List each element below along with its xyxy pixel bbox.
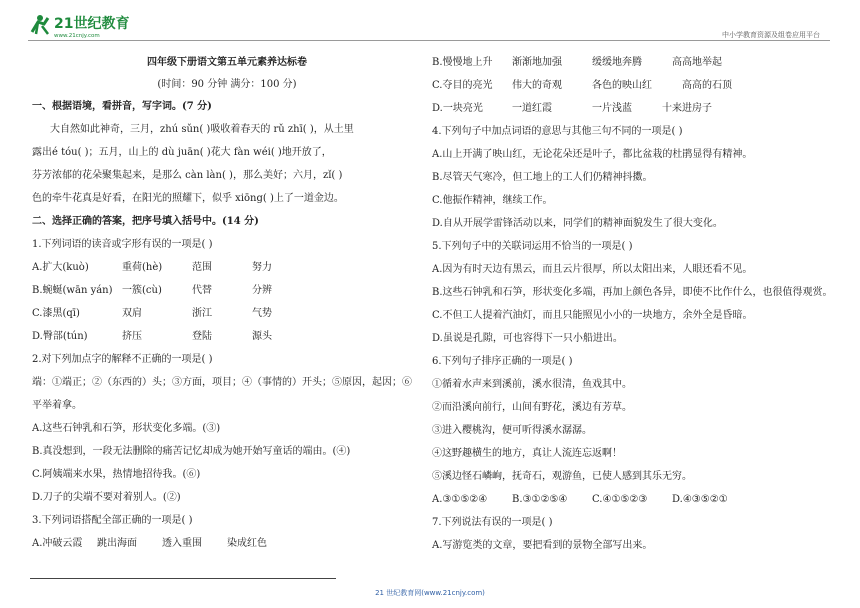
passage-line-3: 芬芳浓郁的花朵聚集起来，是那么 càn làn( )，那么美好；六月，zǐ( )	[32, 170, 343, 181]
passage-line-4: 色的牵牛花真是好看，在阳光的照耀下，似乎 xiōng( )上了一道金边。	[32, 193, 344, 204]
q6-sentence-4: ④这野趣横生的地方，真让人流连忘返啊！	[432, 448, 622, 459]
question-2: 2.对下列加点字的解释不正确的一项是( )	[32, 354, 213, 365]
q6-sentence-2: ②而沿溪向前行，山间有野花，溪边有芳草。	[432, 402, 632, 413]
q4-option-c: C.他振作精神，继续工作。	[432, 195, 553, 206]
question-4: 4.下列句子中加点词语的意思与其他三句不同的一项是( )	[432, 126, 683, 137]
q2-definition-line-1: 端：①端正；②（东西的）头；③方面，项目；④（事情的）开头；⑤原因，起因；⑥	[32, 377, 412, 388]
q1-option-a: A.扩大(kuò) 重荷(hè) 范围 努力	[32, 262, 272, 273]
question-6: 6.下列句子排序正确的一项是( )	[432, 356, 573, 367]
question-3: 3.下列词语搭配全部正确的一项是( )	[32, 515, 193, 526]
q6-sentence-1: ①循着水声来到溪前，溪水很清，鱼戏其中。	[432, 379, 632, 390]
q6-options: A.③①⑤②④ B.③①②⑤④ C.④①⑤②③ D.④③⑤②①	[432, 494, 728, 505]
q2-option-a: A.这些石钟乳和石笋，形状变化多端。(③)	[32, 423, 221, 434]
q5-option-a: A.因为有时天边有黑云，而且云片很厚，所以太阳出来，人眼还看不见。	[432, 264, 753, 275]
q4-option-b: B.尽管天气寒冷，但工地上的工人们仍精神抖擞。	[432, 172, 653, 183]
q2-option-d: D.刀子的尖端不要对着别人。(②)	[32, 492, 181, 503]
exam-subtitle: (时间：90 分钟 满分：100 分)	[157, 79, 297, 90]
q3-option-b: B.慢慢地上升 渐渐地加强 缓缓地奔腾 高高地举起	[432, 57, 722, 68]
q4-option-d: D.自从开展学雷锋活动以来，同学们的精神面貌发生了很大变化。	[432, 218, 723, 229]
footer-site: 21 世纪教育网(www.21cnjy.com)	[375, 589, 485, 597]
site-logo	[28, 12, 148, 40]
logo-url: www.21cnjy.com	[54, 33, 100, 39]
q5-option-b: B.这些石钟乳和石笋，形状变化多端，再加上颜色各异，即使不比作什么，也很值得观赏。	[432, 287, 833, 298]
q1-option-c: C.漆黑(qī) 双肩 浙江 气势	[32, 308, 272, 319]
q3-option-d: D.一块亮光 一道红霞 一片浅蓝 十来进房子	[432, 103, 712, 114]
section-1-heading: 一、根据语境，看拼音，写字词。(7 分)	[32, 101, 212, 112]
header-divider	[28, 40, 830, 41]
q3-option-a: A.冲破云霞 跳出海面 透入重围 染成红色	[32, 538, 267, 549]
q5-option-d: D.虽说是孔隙，可也容得下一只小船进出。	[432, 333, 623, 344]
q2-definition-line-2: 平举着拿。	[32, 400, 82, 411]
question-7: 7.下列说法有误的一项是( )	[432, 517, 553, 528]
footer-divider	[30, 578, 336, 579]
q5-option-c: C.不但工人提着汽油灯，而且只能照见小小的一块地方，余外全是昏暗。	[432, 310, 753, 321]
q4-option-a: A.山上开满了映山红，无论花朵还是叶子，都比盆栽的杜鹃显得有精神。	[432, 149, 753, 160]
logo-text: 21世纪教育	[54, 16, 130, 32]
runner-icon	[32, 15, 48, 34]
passage-line-2: 露出é tóu( )；五月，山上的 dù juān( )花大 fàn wéi( )地开放了，	[32, 147, 332, 158]
q3-option-c: C.夺目的亮光 伟大的奇观 各色的映山红 高高的石顶	[432, 80, 732, 91]
passage-line-1: 大自然如此神奇，三月，zhú sǔn( )吸收着春天的 rǔ zhī( )，从土里	[50, 124, 354, 135]
q7-option-a: A.写游览类的文章，要把看到的景物全部写出来。	[432, 540, 653, 551]
q6-sentence-3: ③进入樱桃沟，便可听得溪水潺潺。	[432, 425, 592, 436]
exam-title: 四年级下册语文第五单元素养达标卷	[147, 57, 307, 68]
platform-label: 中小学教育资源及组卷应用平台	[722, 31, 820, 39]
q1-option-b: B.蜿蜒(wān yán) 一簇(cù) 代替 分辨	[32, 285, 272, 296]
question-5: 5.下列句子中的关联词运用不恰当的一项是( )	[432, 241, 633, 252]
section-2-heading: 二、选择正确的答案，把序号填入括号中。(14 分)	[32, 216, 259, 227]
q6-sentence-5: ⑤溪边怪石嶙峋，抚奇石，观游鱼，已使人感到其乐无穷。	[432, 471, 692, 482]
q2-option-b: B.真没想到，一段无法删除的痛苦记忆却成为她开始写童话的端由。(④)	[32, 446, 351, 457]
q1-option-d: D.臀部(tún) 挤压 登陆 源头	[32, 331, 272, 342]
q2-option-c: C.阿姨端来水果，热情地招待我。(⑥)	[32, 469, 201, 480]
question-1: 1.下列词语的读音或字形有误的一项是( )	[32, 239, 213, 250]
